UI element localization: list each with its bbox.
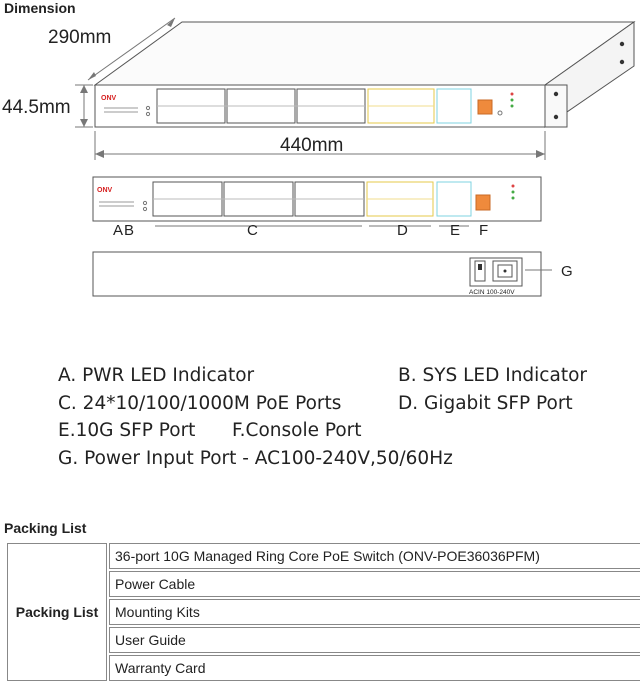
packing-list-table	[5, 541, 640, 683]
legend-a: A. PWR LED Indicator	[58, 365, 255, 386]
callout-e: E	[450, 222, 461, 239]
packing-item: User Guide	[109, 627, 640, 653]
dimension-title: Dimension	[4, 0, 76, 16]
packing-item: Mounting Kits	[109, 599, 640, 625]
packing-list-title: Packing List	[4, 520, 87, 536]
width-label: 440mm	[280, 135, 344, 156]
height-dimension	[75, 85, 93, 127]
callout-c: C	[247, 222, 258, 239]
packing-item: Power Cable	[109, 571, 640, 597]
height-label: 44.5mm	[2, 97, 71, 118]
callout-d: D	[397, 222, 408, 239]
power-port-label: ACIN 100-240V	[469, 289, 515, 296]
packing-item: 36-port 10G Managed Ring Core PoE Switch (ONV-POE36036PFM)	[109, 543, 640, 569]
legend-g: G. Power Input Port - AC100-240V,50/60Hz	[58, 447, 453, 469]
legend-e: E.10G SFP Port	[58, 420, 196, 441]
switch-dimension-diagram	[0, 0, 640, 330]
table-row	[7, 543, 640, 569]
packing-item: Warranty Card	[109, 655, 640, 681]
legend-f: F.Console Port	[232, 420, 362, 441]
port-legend	[58, 362, 638, 472]
legend-c: C. 24*10/100/1000M PoE Ports	[58, 392, 342, 414]
callout-f: F	[479, 222, 489, 239]
legend-b: B. SYS LED Indicator	[398, 365, 587, 386]
callout-a: A	[113, 222, 124, 239]
brand-logo-top: ONV	[101, 95, 117, 102]
callout-g: G	[561, 263, 573, 280]
switch-3d-view	[95, 22, 634, 127]
front-panel-view	[93, 177, 541, 226]
brand-logo-front: ONV	[97, 187, 113, 194]
depth-label: 290mm	[48, 27, 112, 48]
callout-b: B	[124, 222, 135, 239]
packing-list-label: Packing List	[7, 543, 107, 681]
legend-d: D. Gigabit SFP Port	[398, 392, 573, 414]
